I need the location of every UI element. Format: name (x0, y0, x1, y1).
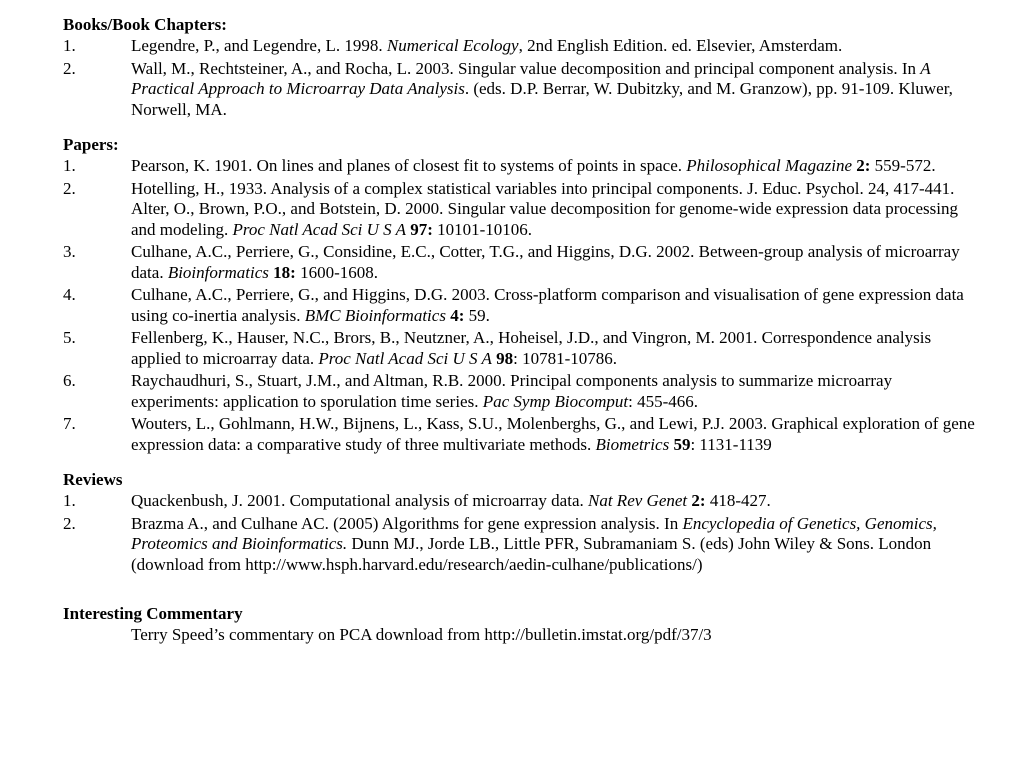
reference-italic-text: BMC Bioinformatics (304, 305, 446, 325)
reference-number: 1. (63, 156, 76, 175)
reference-text-run: Fellenberg, K., Hauser, N.C., Brors, B., Neutzner, A., Hoheisel, J.D., and Vingron, M. 2001. Correspondence analysis applied to microarray data. (131, 328, 932, 368)
reference-number: 2. (63, 58, 76, 78)
reference-number: 3. (63, 242, 76, 261)
reference-text (131, 414, 975, 454)
books-heading: Books/Book Chapters: (63, 15, 227, 34)
reference-text-run: 59. (464, 305, 490, 325)
reference-number: 2. (63, 513, 76, 533)
reference-italic-text: Proc Natl Acad Sci U S A (232, 219, 406, 239)
reference-item (63, 491, 983, 512)
reference-volume: 2: (691, 491, 706, 510)
reference-volume: 18: (273, 262, 296, 282)
papers-heading: Papers: (63, 135, 119, 154)
reference-text-run: , 2nd English Edition. ed. Elsevier, Amsterdam. (518, 36, 843, 55)
reviews-list (63, 491, 983, 575)
reference-text-run: : 10781-10786. (513, 348, 617, 368)
reference-item (63, 328, 983, 369)
reference-number: 7. (63, 414, 76, 433)
reference-text-run: 559-572. (870, 156, 936, 175)
reference-item (63, 414, 983, 455)
reference-text-run: : 1131-1139 (690, 434, 772, 454)
reference-italic-text: Pac Symp Biocomput (482, 391, 629, 411)
document-page (63, 14, 983, 646)
reference-text-run: 1600-1608. (295, 262, 378, 282)
reference-text (131, 242, 960, 282)
reference-item (63, 156, 983, 177)
reference-item (63, 285, 983, 326)
reference-italic-text: Biometrics (595, 434, 670, 454)
reference-text (131, 328, 931, 368)
reference-item (63, 514, 983, 576)
papers-list (63, 156, 983, 455)
reference-italic-text: A Practical Approach to Microarray Data Analysis (131, 58, 931, 98)
reference-text-run: Brazma A., and Culhane AC. (2005) Algorithms for gene expression analysis. In (131, 513, 683, 533)
reference-text-run: Legendre, P., and Legendre, L. 1998. (131, 36, 387, 55)
reference-text (131, 371, 892, 411)
reference-item (63, 59, 983, 121)
reference-italic-text: Philosophical Magazine (686, 156, 852, 175)
reference-text-run: : 455-466. (628, 391, 699, 411)
reference-text (131, 156, 936, 175)
commentary-text: Terry Speed’s commentary on PCA download from http://bulletin.imstat.org/pdf/37/3 (131, 625, 712, 644)
reference-text-run: Quackenbush, J. 2001. Computational analysis of microarray data. (131, 491, 588, 510)
reference-italic-text: Proc Natl Acad Sci U S A (318, 348, 492, 368)
reference-text (131, 36, 842, 55)
reference-number: 6. (63, 371, 76, 390)
reference-text (131, 59, 953, 119)
reference-text-run: 418-427. (705, 491, 771, 510)
reference-volume: 97: (410, 219, 433, 239)
reference-volume: 2: (856, 156, 871, 175)
reference-italic-text: Encyclopedia of Genetics, Genomics, Proteomics and Bioinformatics. (131, 513, 937, 553)
reference-item (63, 36, 983, 57)
reference-italic-text: Numerical Ecology (386, 36, 519, 55)
books-list (63, 36, 983, 120)
reference-number: 2. (63, 178, 76, 198)
reference-text-run: . (eds. D.P. Berrar, W. Dubitzky, and M. Granzow), pp. 91-109. Kluwer, Norwell, MA. (131, 79, 953, 119)
reference-text-run: Wouters, L., Gohlmann, H.W., Bijnens, L., Kass, S.U., Molenberghs, G., and Lewi, P.J. 2003. Graphical exploration of gene expression data: a comparative study of three multivariate methods. (131, 414, 975, 454)
reference-text-run: Raychaudhuri, S., Stuart, J.M., and Altman, R.B. 2000. Principal components analysis to summarize microarray experiments: application to sporulation time series. (131, 371, 893, 411)
reference-volume: 4: (450, 305, 465, 325)
reference-number: 1. (63, 491, 76, 510)
reference-number: 4. (63, 285, 76, 304)
reference-text-run: 10101-10106. (432, 219, 533, 239)
reference-item (63, 371, 983, 412)
reference-text-run: Wall, M., Rechtsteiner, A., and Rocha, L. 2003. Singular value decomposition and principal component analysis. In (131, 58, 921, 78)
reference-text-run: Pearson, K. 1901. On lines and planes of closest fit to systems of points in space. (131, 156, 687, 175)
reference-text (131, 514, 937, 574)
reference-item (63, 242, 983, 283)
reviews-heading: Reviews (63, 470, 123, 489)
reference-text-run: Hotelling, H., 1933. Analysis of a complex statistical variables into principal components. J. Educ. Psychol. 24, 417-441. Alter, O., Brown, P.O., and Botstein, D. 2000. Singular value decomposition for genome-wide expression data processing and modeling. (131, 178, 958, 239)
reference-text-run: Dunn MJ., Jorde LB., Little PFR, Subramaniam S. (eds) John Wiley & Sons. London (download from http://www.hsph.harvard.edu/research/aedin-culhane/publications/) (131, 534, 932, 574)
reference-text (131, 285, 964, 325)
reference-volume: 59 (673, 434, 691, 454)
commentary-heading: Interesting Commentary (63, 604, 243, 623)
reference-italic-text: Bioinformatics (167, 262, 269, 282)
reference-number: 5. (63, 328, 76, 347)
reference-volume: 98 (496, 348, 514, 368)
reference-text-run: Culhane, A.C., Perriere, G., and Higgins, D.G. 2003. Cross-platform comparison and visualisation of gene expression data using co-inertia analysis. (131, 285, 964, 325)
reference-item (63, 179, 983, 241)
reference-italic-text: Nat Rev Genet (588, 491, 688, 510)
reference-text (131, 179, 958, 239)
reference-text (131, 491, 771, 510)
reference-text-run: Culhane, A.C., Perriere, G., Considine, E.C., Cotter, T.G., and Higgins, D.G. 2002. Between-group analysis of microarray data. (131, 242, 960, 282)
reference-number: 1. (63, 36, 76, 55)
